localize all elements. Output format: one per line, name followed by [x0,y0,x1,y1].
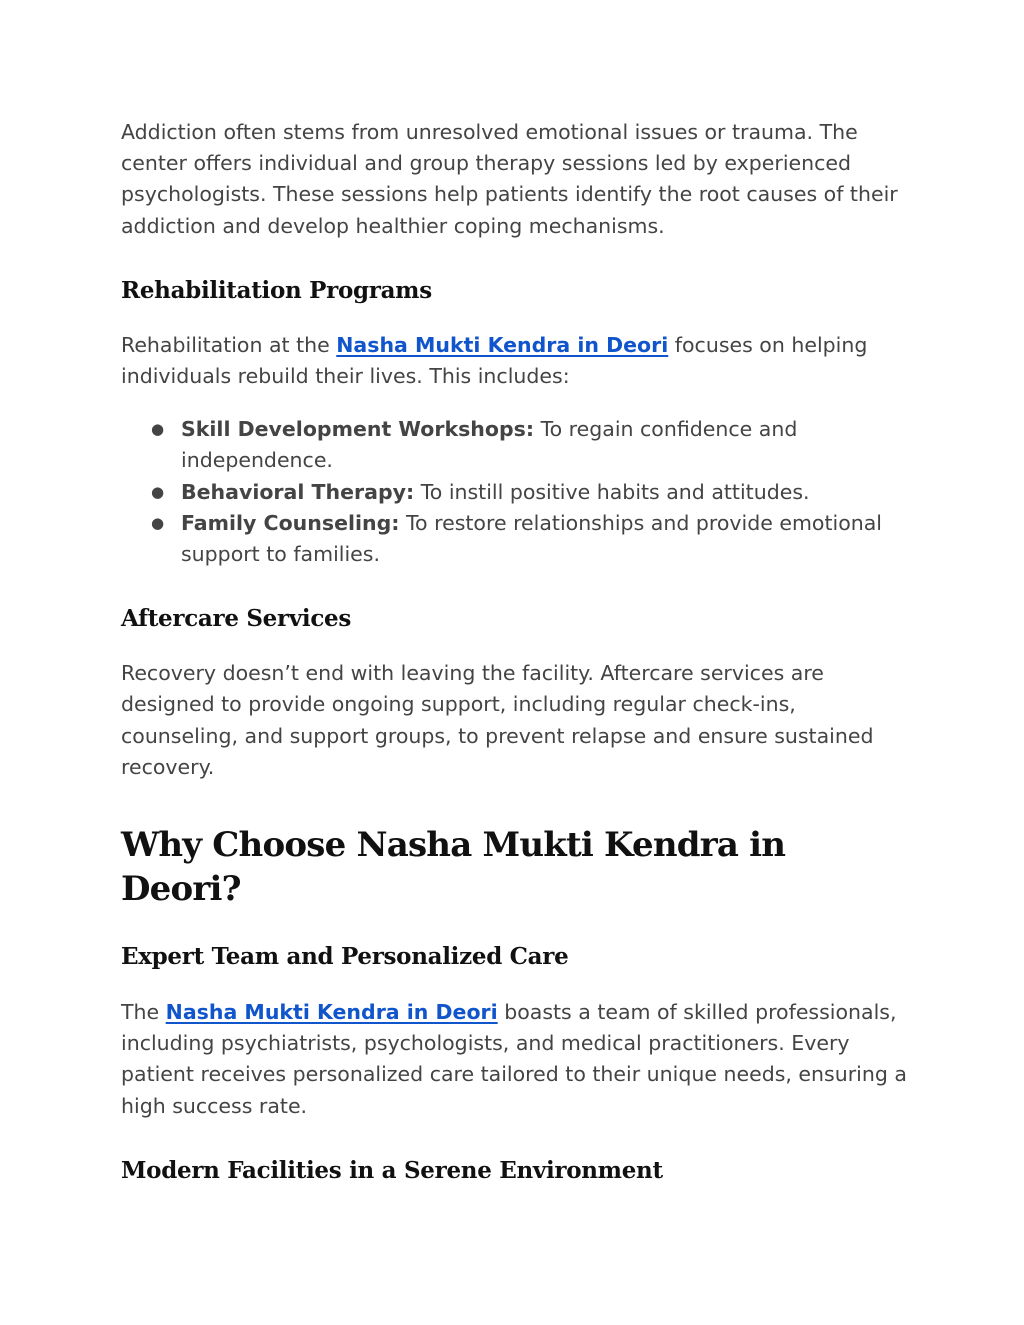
list-item-term: Family Counseling: [181,510,400,535]
list-item-term: Behavioral Therapy: [181,479,415,504]
rehab-program-list [121,414,911,570]
list-item-desc: To restore relationships and provide emotional support to families. [181,510,883,567]
list-item [121,508,911,570]
bullet-icon: ● [151,482,165,501]
rehab-text-after: focuses on helping individuals rebuild their lives. This includes: [121,332,868,389]
expert-team-heading: Expert Team and Personalized Care [121,943,569,971]
rehabilitation-paragraph [121,330,911,392]
bullet-icon: ● [151,420,165,439]
expert-text-after: boasts a team of skilled professionals, including psychiatrists, psychologists, and medical practitioners. Every patient receives personalized care tailored to their unique needs, ensuring a high success rate. [121,1000,907,1118]
aftercare-paragraph: Recovery doesn’t end with leaving the facility. Aftercare services are designed to provide ongoing support, including regular check-ins, counseling, and support groups, to prevent relapse and ensure sustained recovery. [121,661,874,779]
expert-text-before: The [121,1000,166,1025]
modern-facilities-heading: Modern Facilities in a Serene Environment [121,1156,663,1184]
rehab-text-before: Rehabilitation at the [121,332,337,357]
document-page [121,117,911,1187]
list-item [121,414,911,476]
rehabilitation-heading: Rehabilitation Programs [121,276,432,304]
list-item-term: Skill Development Workshops: [181,417,535,442]
expert-team-paragraph [121,997,911,1122]
why-choose-heading: Why Choose Nasha Mukti Kendra in Deori? [121,825,786,910]
nasha-mukti-link[interactable]: Nasha Mukti Kendra in Deori [336,332,669,357]
bullet-icon: ● [151,513,165,532]
nasha-mukti-link[interactable]: Nasha Mukti Kendra in Deori [165,1000,498,1025]
list-item [121,477,911,508]
intro-paragraph: Addiction often stems from unresolved emotional issues or trauma. The center offers individual and group therapy sessions led by experienced psychologists. These sessions help patients identify the root causes of their addiction and develop healthier coping mechanisms. [121,120,898,238]
aftercare-heading: Aftercare Services [121,605,352,633]
list-item-desc: To regain confidence and independence. [181,417,798,473]
list-item-desc: To instill positive habits and attitudes. [414,479,810,504]
